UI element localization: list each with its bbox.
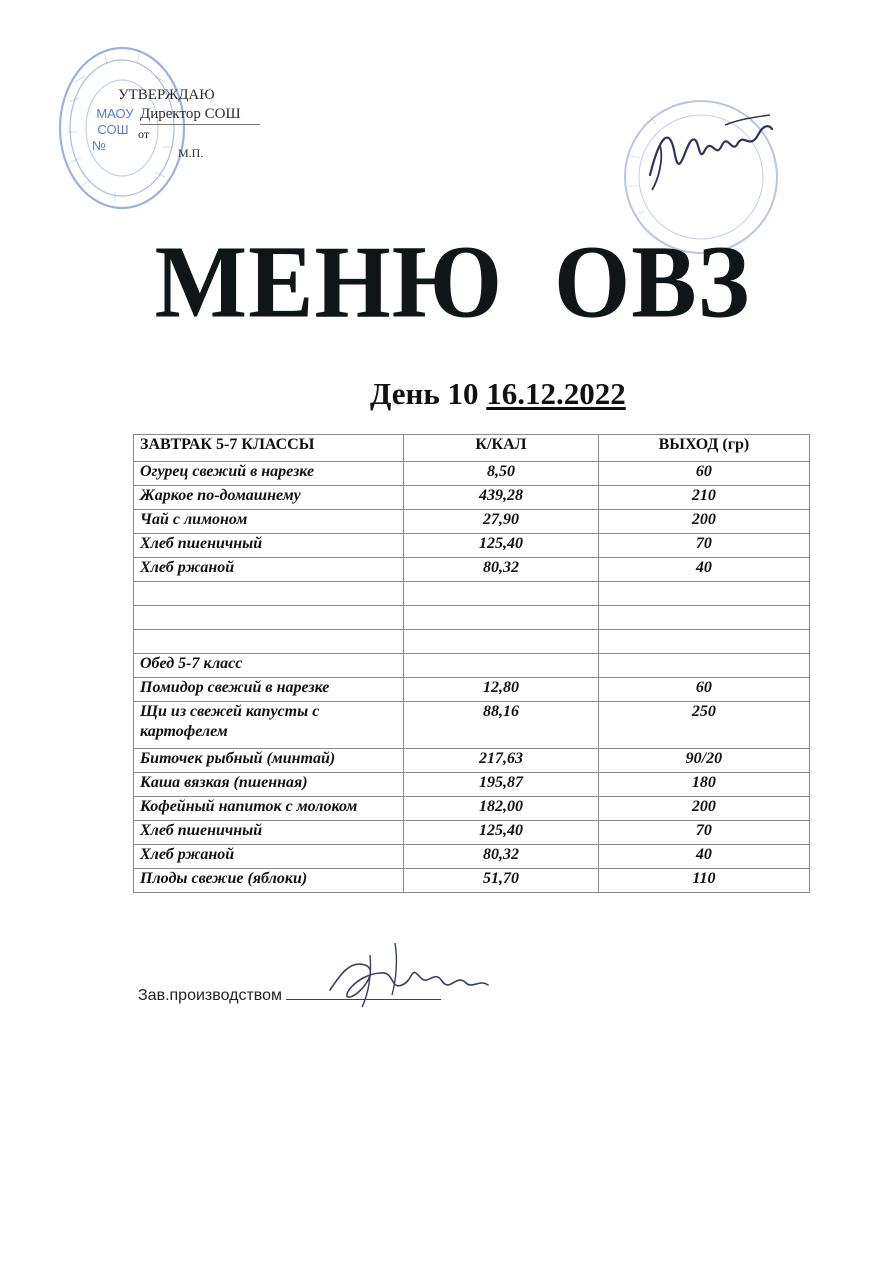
table-row — [134, 678, 810, 702]
table-row — [134, 510, 810, 534]
dish-cell: Биточек рыбный (минтай) — [134, 749, 404, 773]
footer-label: Зав.производством — [138, 987, 282, 1004]
yield-cell — [598, 630, 809, 654]
stamp-text-sosh: СОШ — [97, 122, 129, 137]
kcal-cell — [404, 630, 599, 654]
dish-cell — [134, 606, 404, 630]
kcal-cell: 88,16 — [404, 702, 599, 749]
yield-cell: 250 — [598, 702, 809, 749]
kcal-cell: 12,80 — [404, 678, 599, 702]
kcal-cell: 125,40 — [404, 821, 599, 845]
dish-cell: Щи из свежей капусты с картофелем — [134, 702, 404, 749]
dish-cell: Огурец свежий в нарезке — [134, 462, 404, 486]
yield-cell — [598, 606, 809, 630]
empty-row — [134, 606, 810, 630]
stamp-text-num: № — [92, 138, 106, 153]
day-heading — [370, 376, 626, 412]
table-header-row — [134, 435, 810, 462]
table-row — [134, 702, 810, 749]
approval-title: УТВЕРЖДАЮ — [118, 87, 215, 103]
table-row — [134, 821, 810, 845]
dish-cell: Хлеб ржаной — [134, 558, 404, 582]
header-yield: ВЫХОД (гр) — [598, 435, 809, 462]
kcal-cell — [404, 606, 599, 630]
dish-cell: Хлеб пшеничный — [134, 534, 404, 558]
kcal-cell: 195,87 — [404, 773, 599, 797]
kcal-cell: 182,00 — [404, 797, 599, 821]
kcal-cell: 80,32 — [404, 845, 599, 869]
dish-cell: Чай с лимоном — [134, 510, 404, 534]
yield-cell: 70 — [598, 534, 809, 558]
approval-block — [118, 86, 288, 163]
empty-row — [134, 582, 810, 606]
dish-cell: Плоды свежие (яблоки) — [134, 869, 404, 893]
kcal-cell — [404, 654, 599, 678]
yield-cell: 40 — [598, 558, 809, 582]
kcal-cell: 125,40 — [404, 534, 599, 558]
dish-cell: Хлеб пшеничный — [134, 821, 404, 845]
table-row — [134, 797, 810, 821]
table-row — [134, 749, 810, 773]
dish-cell — [134, 582, 404, 606]
dish-cell: Жаркое по-домашнему — [134, 486, 404, 510]
dish-cell: Помидор свежий в нарезке — [134, 678, 404, 702]
table-row — [134, 773, 810, 797]
kcal-cell: 439,28 — [404, 486, 599, 510]
yield-cell: 60 — [598, 462, 809, 486]
yield-cell — [598, 582, 809, 606]
approval-from: от — [138, 127, 150, 141]
table-row — [134, 462, 810, 486]
yield-cell: 200 — [598, 510, 809, 534]
table-row — [134, 558, 810, 582]
header-kcal: К/КАЛ — [404, 435, 599, 462]
kcal-cell: 217,63 — [404, 749, 599, 773]
page-title: МЕНЮ ОВЗ — [154, 225, 751, 340]
yield-cell: 110 — [598, 869, 809, 893]
dish-cell — [134, 630, 404, 654]
table-row — [134, 486, 810, 510]
table-row — [134, 534, 810, 558]
kcal-cell — [404, 582, 599, 606]
table-row — [134, 869, 810, 893]
stamp-text-maou: МАОУ — [96, 106, 134, 121]
dish-cell: Каша вязкая (пшенная) — [134, 773, 404, 797]
signature-line — [286, 985, 441, 1000]
yield-cell: 90/20 — [598, 749, 809, 773]
menu-table — [133, 434, 810, 893]
kcal-cell: 27,90 — [404, 510, 599, 534]
header-dish: ЗАВТРАК 5-7 КЛАССЫ — [134, 435, 404, 462]
yield-cell — [598, 654, 809, 678]
kcal-cell: 51,70 — [404, 869, 599, 893]
kcal-cell: 8,50 — [404, 462, 599, 486]
table-row — [134, 845, 810, 869]
day-date: 16.12.2022 — [486, 376, 626, 411]
footer-signature-line — [138, 985, 441, 1005]
approval-mp: М.П. — [178, 146, 204, 160]
empty-row — [134, 630, 810, 654]
yield-cell: 60 — [598, 678, 809, 702]
dish-cell: Обед 5-7 класс — [134, 654, 404, 678]
kcal-cell: 80,32 — [404, 558, 599, 582]
yield-cell: 210 — [598, 486, 809, 510]
table-row — [134, 654, 810, 678]
menu-table-body — [134, 462, 810, 893]
day-label: День 10 — [370, 376, 479, 411]
yield-cell: 70 — [598, 821, 809, 845]
dish-cell: Хлеб ржаной — [134, 845, 404, 869]
dish-cell: Кофейный напиток с молоком — [134, 797, 404, 821]
yield-cell: 40 — [598, 845, 809, 869]
approval-position: Директор СОШ — [140, 105, 260, 125]
director-signature — [630, 105, 780, 205]
yield-cell: 200 — [598, 797, 809, 821]
yield-cell: 180 — [598, 773, 809, 797]
